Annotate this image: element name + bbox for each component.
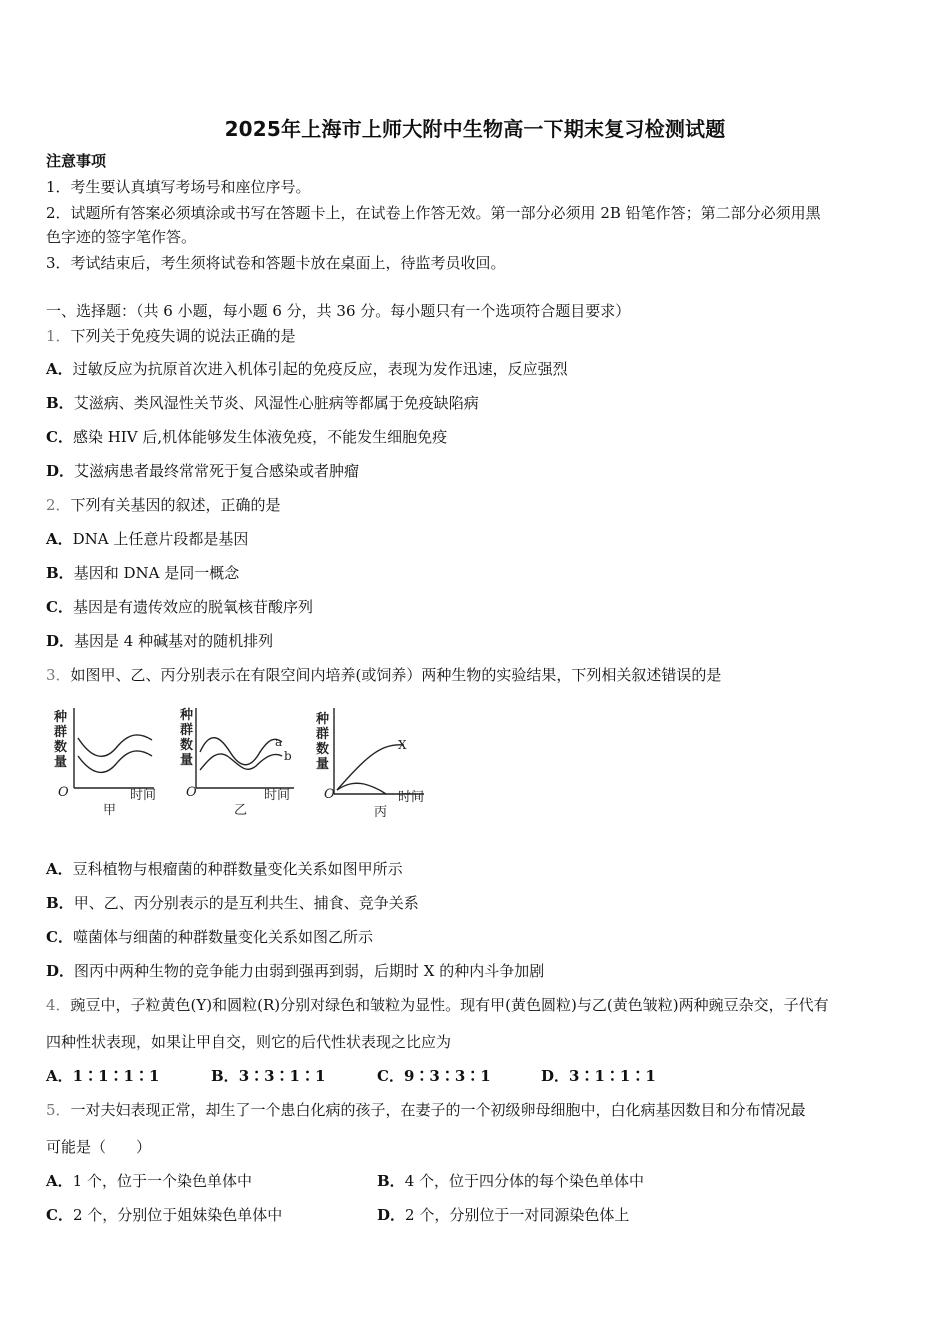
option-label: D． bbox=[46, 462, 75, 480]
option-text: 1∶1∶1∶1 bbox=[72, 1067, 160, 1085]
origin-label: O bbox=[186, 785, 197, 800]
option-label: C． bbox=[46, 598, 73, 616]
option-label: C． bbox=[377, 1067, 404, 1085]
curve-x bbox=[337, 745, 404, 790]
option-b[interactable] bbox=[46, 893, 419, 913]
option-b[interactable] bbox=[377, 1171, 644, 1191]
option-label: A． bbox=[46, 530, 73, 548]
question-number: 5． bbox=[46, 1101, 71, 1119]
origin-label: O bbox=[324, 787, 335, 802]
option-text: 2 个，分别位于姐妹染色单体中 bbox=[72, 1206, 283, 1224]
option-text: 基因是有遗传效应的脱氧核苷酸序列 bbox=[72, 598, 313, 616]
option-d[interactable] bbox=[46, 961, 544, 981]
option-text: 图丙中两种生物的竞争能力由弱到强再到弱，后期时 X 的种内斗争加剧 bbox=[74, 962, 545, 980]
option-label: B． bbox=[46, 894, 74, 912]
option-d[interactable] bbox=[46, 631, 273, 651]
option-c[interactable] bbox=[46, 927, 373, 947]
option-text: 过敏反应为抗原首次进入机体引起的免疫反应，表现为发作迅速，反应强烈 bbox=[72, 360, 568, 378]
option-text: 2 个，分别位于一对同源染色体上 bbox=[405, 1206, 630, 1224]
curve-b bbox=[200, 754, 282, 770]
question-stem: 如图甲、乙、丙分别表示在有限空间内培养(或饲养）两种生物的实验结果，下列相关叙述错误的是 bbox=[70, 666, 722, 684]
option-label: B． bbox=[46, 564, 74, 582]
ylabel-char: 群 bbox=[180, 723, 194, 738]
question-5 bbox=[46, 1100, 806, 1120]
section-heading: 一、选择题：（共 6 小题，每小题 6 分，共 36 分。每小题只有一个选项符合题目要求） bbox=[46, 302, 631, 320]
curve-a bbox=[200, 738, 282, 765]
curve-label-a: a bbox=[275, 735, 283, 749]
curve-lower bbox=[78, 751, 152, 772]
option-text: 4 个，位于四分体的每个染色单体中 bbox=[404, 1172, 645, 1190]
option-b[interactable] bbox=[46, 393, 479, 413]
curve-other bbox=[337, 783, 386, 794]
option-a[interactable] bbox=[46, 359, 568, 379]
option-label: D． bbox=[541, 1067, 570, 1085]
option-text: 基因和 DNA 是同一概念 bbox=[73, 564, 240, 582]
option-a[interactable] bbox=[46, 1171, 252, 1191]
notice-item: 2．试题所有答案必须填涂或书写在答题卡上，在试卷上作答无效。第一部分必须用 2B 铅笔作答；第二部分必须用黑 bbox=[46, 204, 821, 222]
ylabel-char: 数 bbox=[180, 738, 194, 753]
ylabel-char: 量 bbox=[180, 753, 194, 768]
xlabel: 时间 bbox=[398, 790, 425, 805]
question-4 bbox=[46, 995, 829, 1015]
curve-label-b: b bbox=[284, 749, 292, 763]
question-stem: 下列有关基因的叙述，正确的是 bbox=[70, 496, 281, 514]
curve-upper bbox=[78, 735, 152, 756]
question-3 bbox=[46, 665, 721, 685]
option-label: C． bbox=[46, 928, 73, 946]
question-stem-continued: 四种性状表现，如果让甲自交，则它的后代性状表现之比应为 bbox=[46, 1033, 452, 1051]
option-a[interactable] bbox=[46, 1066, 159, 1086]
option-label: B． bbox=[377, 1172, 405, 1190]
option-label: D． bbox=[377, 1206, 406, 1224]
panel-label-yi: 乙 bbox=[234, 803, 248, 818]
option-d[interactable] bbox=[541, 1066, 656, 1086]
option-a[interactable] bbox=[46, 529, 248, 549]
question-stem: 豌豆中，子粒黄色(Y)和圆粒(R)分别对绿色和皱粒为显性。现有甲(黄色圆粒)与乙(黄色皱粒)两种豌豆杂交，子代有 bbox=[70, 996, 829, 1014]
question-1 bbox=[46, 326, 296, 346]
option-text: 9∶3∶3∶1 bbox=[403, 1067, 491, 1085]
option-text: 艾滋病、类风湿性关节炎、风湿性心脏病等都属于免疫缺陷病 bbox=[73, 394, 479, 412]
notice-item: 色字迹的签字笔作答。 bbox=[46, 228, 197, 246]
ylabel-char: 种 bbox=[54, 710, 68, 725]
question-number: 1． bbox=[46, 327, 71, 345]
option-text: 甲、乙、丙分别表示的是互利共生、捕食、竞争关系 bbox=[73, 894, 419, 912]
option-b[interactable] bbox=[211, 1066, 325, 1086]
population-figure bbox=[46, 700, 446, 825]
option-c[interactable] bbox=[46, 1205, 282, 1225]
ylabel-char: 量 bbox=[316, 757, 330, 772]
option-c[interactable] bbox=[46, 597, 313, 617]
option-label: A． bbox=[46, 1172, 73, 1190]
option-label: A． bbox=[46, 360, 73, 378]
option-c[interactable] bbox=[377, 1066, 491, 1086]
option-text: 基因是 4 种碱基对的随机排列 bbox=[74, 632, 274, 650]
xlabel: 时间 bbox=[130, 788, 157, 803]
option-text: 豆科植物与根瘤菌的种群数量变化关系如图甲所示 bbox=[72, 860, 403, 878]
notice-item: 1．考生要认真填写考场号和座位序号。 bbox=[46, 178, 311, 196]
question-stem: 下列关于免疫失调的说法正确的是 bbox=[70, 327, 296, 345]
option-d[interactable] bbox=[46, 461, 359, 481]
ylabel-char: 群 bbox=[54, 725, 68, 740]
ylabel-char: 群 bbox=[316, 727, 330, 742]
option-text: DNA 上任意片段都是基因 bbox=[72, 530, 249, 548]
ylabel-char: 种 bbox=[180, 708, 194, 723]
ylabel-char: 量 bbox=[54, 755, 68, 770]
notice-item: 3．考试结束后，考生须将试卷和答题卡放在桌面上，待监考员收回。 bbox=[46, 254, 506, 272]
question-number: 3． bbox=[46, 666, 71, 684]
panel-label-bing: 丙 bbox=[374, 805, 388, 820]
option-label: A． bbox=[46, 1067, 73, 1085]
option-label: B． bbox=[211, 1067, 239, 1085]
option-text: 1 个，位于一个染色单体中 bbox=[72, 1172, 252, 1190]
xlabel: 时间 bbox=[264, 788, 291, 803]
option-d[interactable] bbox=[377, 1205, 629, 1225]
page-title: 2025年上海市上师大附中生物高一下期末复习检测试题 bbox=[224, 117, 726, 141]
option-label: D． bbox=[46, 632, 75, 650]
ylabel-char: 数 bbox=[316, 742, 330, 757]
question-number: 4． bbox=[46, 996, 71, 1014]
question-2 bbox=[46, 495, 281, 515]
question-number: 2． bbox=[46, 496, 71, 514]
option-label: C． bbox=[46, 1206, 73, 1224]
option-a[interactable] bbox=[46, 859, 403, 879]
ylabel-char: 种 bbox=[316, 712, 330, 727]
option-label: D． bbox=[46, 962, 75, 980]
option-label: A． bbox=[46, 860, 73, 878]
option-c[interactable] bbox=[46, 427, 447, 447]
curve-label-x: X bbox=[398, 738, 407, 752]
option-text: 艾滋病患者最终常常死于复合感染或者肿瘤 bbox=[74, 462, 360, 480]
panel-label-jia: 甲 bbox=[103, 803, 117, 818]
option-label: C． bbox=[46, 428, 73, 446]
notice-heading: 注意事项 bbox=[46, 152, 107, 170]
option-text: 3∶1∶1∶1 bbox=[569, 1067, 656, 1085]
question-stem: 一对夫妇表现正常，却生了一个患白化病的孩子，在妻子的一个初级卵母细胞中，白化病基因数目和分布情况最 bbox=[70, 1101, 806, 1119]
option-b[interactable] bbox=[46, 563, 239, 583]
ylabel-char: 数 bbox=[54, 740, 68, 755]
option-text: 噬菌体与细菌的种群数量变化关系如图乙所示 bbox=[72, 928, 373, 946]
option-text: 感染 HIV 后,机体能够发生体液免疫，不能发生细胞免疫 bbox=[72, 428, 448, 446]
origin-label: O bbox=[58, 785, 69, 800]
option-text: 3∶3∶1∶1 bbox=[238, 1067, 326, 1085]
option-label: B． bbox=[46, 394, 74, 412]
question-stem-continued: 可能是（ ） bbox=[46, 1138, 152, 1156]
